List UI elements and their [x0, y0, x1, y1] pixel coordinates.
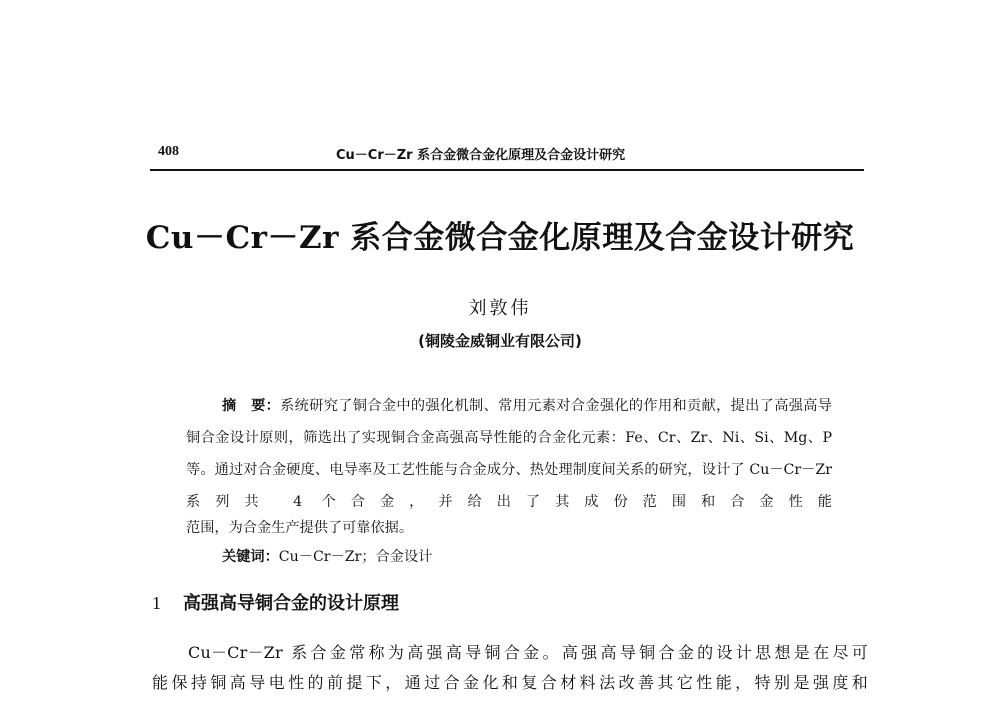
- abstract-paragraph: [186, 390, 832, 518]
- keywords: [222, 543, 432, 571]
- abstract-label: 摘 要：: [222, 398, 281, 414]
- keywords-text: Cu－Cr－Zr；合金设计: [278, 549, 433, 565]
- abstract-last-line: 范围，为合金生产提供了可靠依据。: [186, 520, 414, 536]
- keywords-label: 关键词：: [222, 549, 279, 565]
- page-number: 408: [158, 144, 179, 159]
- author-affiliation: (铜陵金威铜业有限公司): [418, 332, 582, 350]
- running-header: [150, 139, 864, 171]
- author-name: 刘敦伟: [468, 298, 532, 319]
- abstract-text: 系统研究了铜合金中的强化机制、常用元素对合金强化的作用和贡献，提出了高强高导铜合金设计原则，筛选出了实现铜合金高强高导性能的合金化元素：Fe、Cr、Zr、Ni、Si、Mg、P 等。通过对合金硬度、电导率及工艺性能与合金成分、热处理制度间关系的研究，设计了 Cu－Cr－Zr 系列共 4 个合金，并给出了其成份范围和合金性能: [186, 398, 832, 510]
- section-heading: [152, 589, 399, 615]
- body-text-line: 能保持铜高导电性的前提下，通过合金化和复合材料法改善其它性能，特别是强度和: [152, 673, 868, 692]
- running-title: Cu－Cr－Zr 系合金微合金化原理及合金设计研究: [336, 148, 626, 163]
- section-number: 1: [152, 593, 161, 613]
- body-text-line: Cu－Cr－Zr 系合金常称为高强高导铜合金。高强高导铜合金的设计思想是在尽可: [188, 643, 868, 662]
- section-title: 高强高导铜合金的设计原理: [183, 593, 399, 614]
- paper-title: Cu－Cr－Zr 系合金微合金化原理及合金设计研究: [145, 220, 855, 256]
